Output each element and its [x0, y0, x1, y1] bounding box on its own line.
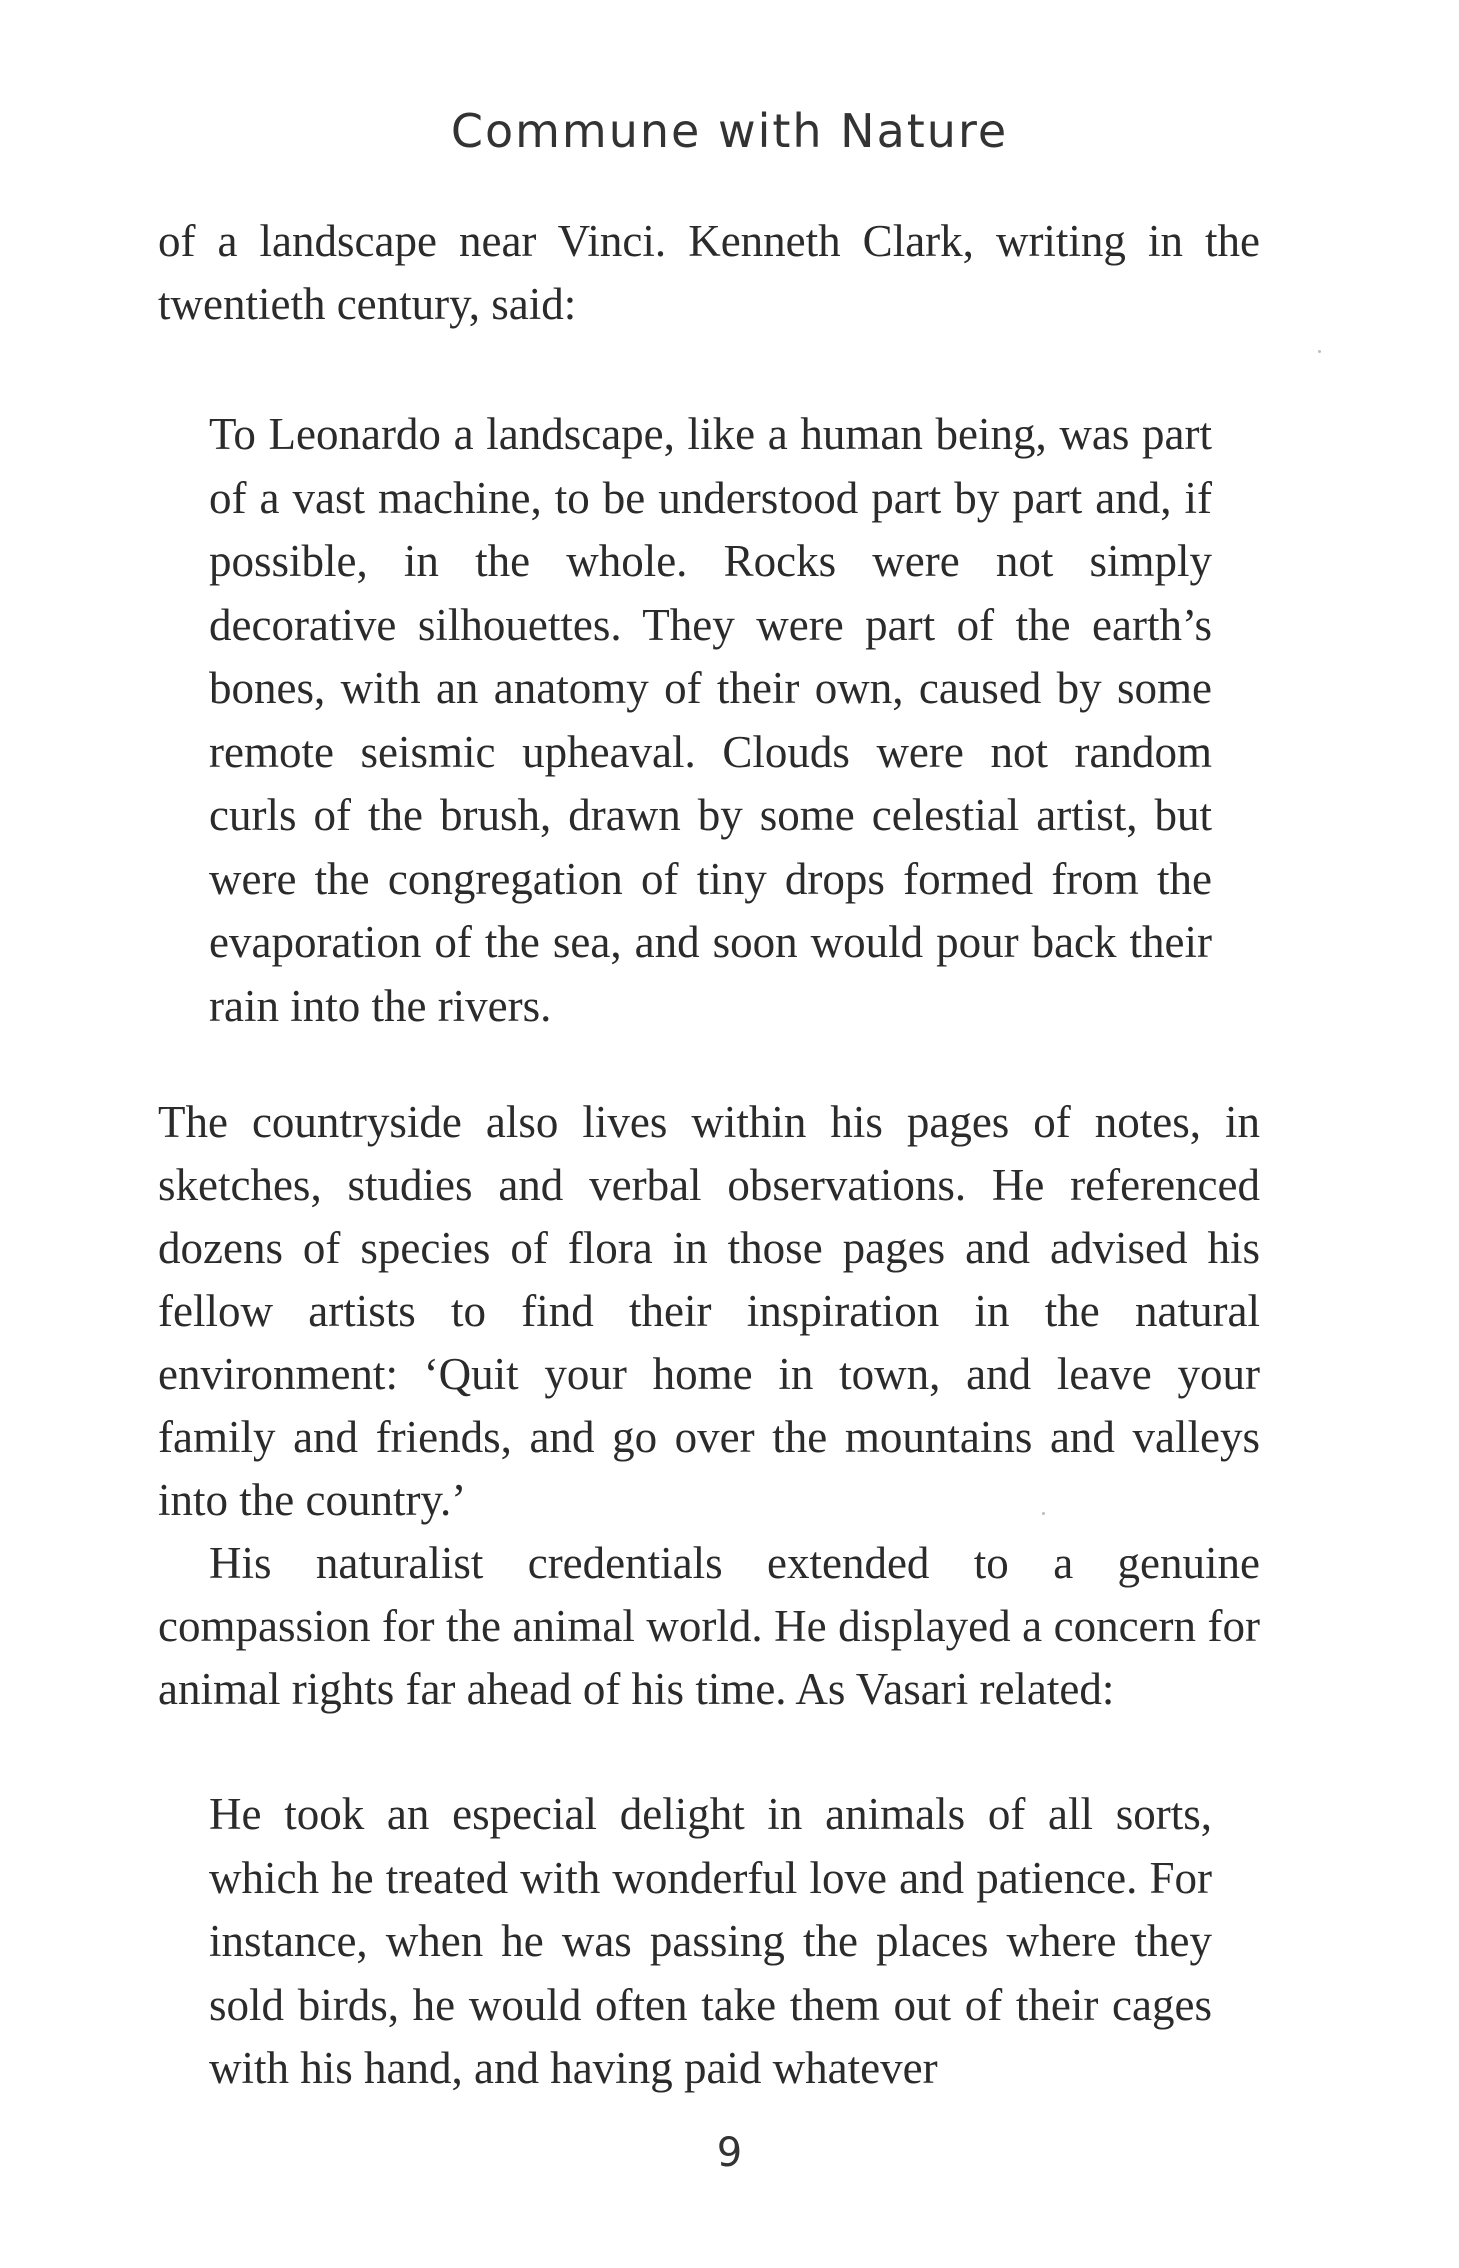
paragraph-3	[158, 1532, 1260, 1721]
paragraph-1	[158, 210, 1260, 336]
block-quote-clark-text: To Leonardo a landscape, like a human being, was part of a vast machine, to be understood part by part and, if possible, in the whole. Rocks were not simply decorative silhouettes. They were part of the earth’s bones, with an anatomy of their own, caused by some remote seismic upheaval. Clouds were not random curls of the brush, drawn by some celestial artist, but were the congregation of tiny drops formed from the evaporation of the sea, and soon would pour back their rain into the rivers.	[209, 409, 1212, 1031]
block-quote-clark	[209, 403, 1212, 1038]
block-quote-vasari	[209, 1783, 1212, 2101]
running-head: Commune with Nature	[450, 104, 1009, 158]
paragraph-2	[158, 1091, 1260, 1532]
paper-speck	[1042, 1512, 1045, 1515]
block-quote-vasari-text: He took an especial delight in animals of all sorts, which he treated with wonderful love and patience. For instance, when he was passing the places where they sold birds, he would often take them out of their cages with his hand, and having paid whatever	[209, 1789, 1212, 2093]
paragraph-1-text: of a landscape near Vinci. Kenneth Clark, writing in the twentieth century, said:	[158, 216, 1260, 329]
paragraph-3-text: His naturalist credentials extended to a genuine compassion for the animal world. He displayed a concern for animal rights far ahead of his time. As Vasari related:	[158, 1538, 1260, 1714]
paragraph-2-text: The countryside also lives within his pages of notes, in sketches, studies and verbal observations. He referenced dozens of species of flora in those pages and advised his fellow artists to find their inspiration in the natural environment: ‘Quit your home in town, and leave your family and friends, and go over the mountains and valleys into the country.’	[158, 1097, 1260, 1525]
page-number: 9	[716, 2130, 743, 2176]
paper-speck	[1318, 350, 1321, 353]
